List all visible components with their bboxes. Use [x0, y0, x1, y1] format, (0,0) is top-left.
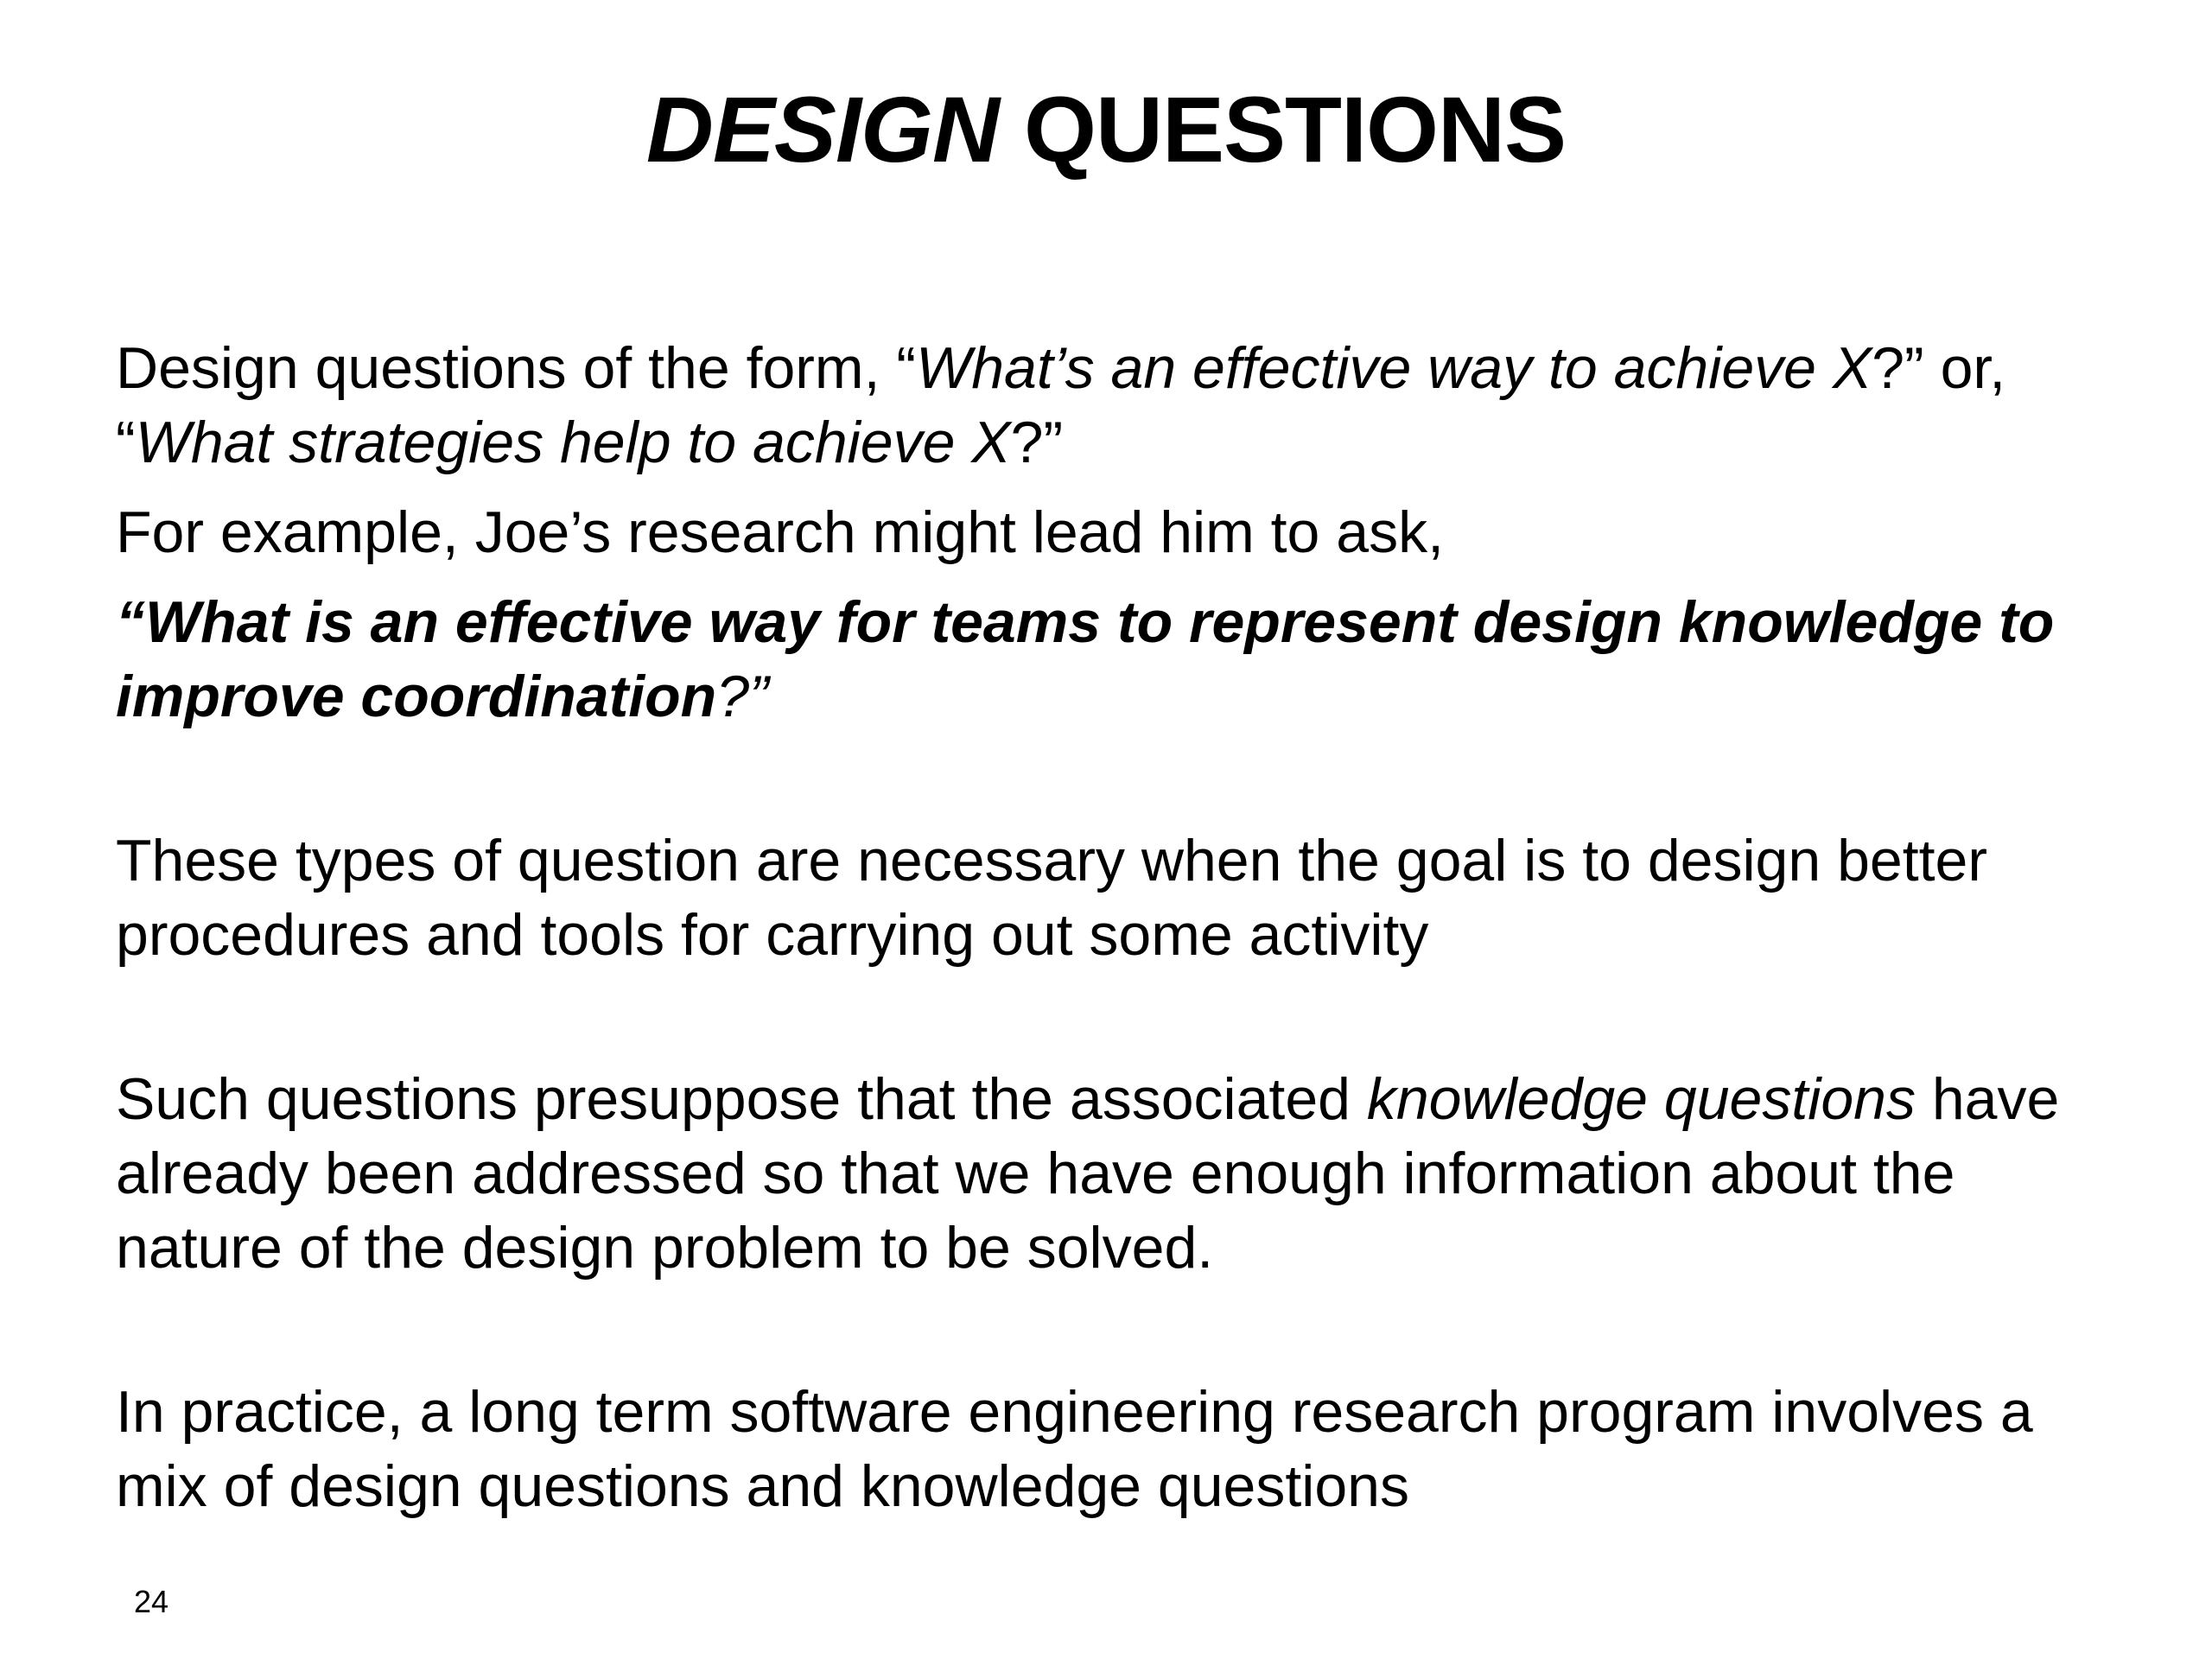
page-number: 24 [134, 1584, 169, 1619]
paragraph-in-practice: In practice, a long term software engineering research program involves a mix of design questions and knowledge questions [116, 1379, 2033, 1519]
paragraph-italic-text: knowledge questions [1366, 1066, 1916, 1132]
paragraph-italic-text: What’s an effective way to achieve X [916, 335, 1872, 401]
paragraph-text: Design questions of the form, “ [116, 335, 917, 401]
paragraph-text: have already been addressed so that we have enough information about the nature of the design problem to be solved. [116, 1066, 2060, 1281]
paragraph-text: ?” or, “ [116, 335, 2006, 475]
slide-title [0, 69, 2212, 190]
paragraph-example-intro: For example, Joe’s research might lead him to ask, [116, 499, 1444, 565]
paragraph-example-question [116, 585, 2129, 734]
paragraph-necessity: These types of question are necessary when the goal is to design better procedures and tools for carrying out some activity [116, 828, 1987, 968]
paragraph-presuppose [116, 1062, 2129, 1285]
paragraph-italic-text: What strategies help to achieve X [135, 410, 1011, 475]
paragraph-italic-text: ?” [716, 664, 769, 729]
slide-title-rest: QUESTIONS [998, 77, 1567, 181]
paragraph-text: Such questions presuppose that the associated [116, 1066, 1367, 1132]
slide-title-italic: DESIGN [645, 77, 999, 181]
paragraph-design-question-form [116, 331, 2129, 480]
paragraph-text: ?” [1010, 410, 1064, 475]
paragraph-bold-italic-text: “What is an effective way for teams to represent design knowledge to improve coordination [116, 589, 2055, 729]
slide-body [116, 331, 2129, 1523]
